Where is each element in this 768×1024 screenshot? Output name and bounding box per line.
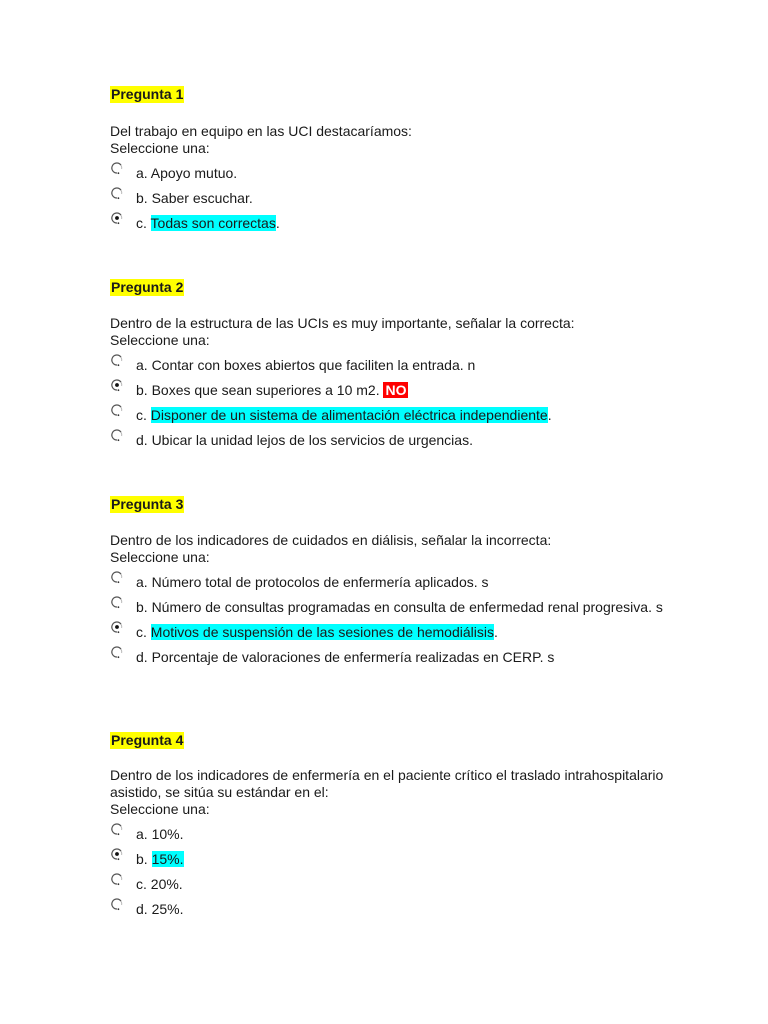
question-stem: Dentro de los indicadores de cuidados en diálisis, señalar la incorrecta: Seleccione una: — [110, 532, 670, 566]
radio-icon[interactable] — [110, 872, 124, 886]
question-title: Pregunta 1 — [111, 86, 184, 102]
radio-icon[interactable] — [110, 847, 124, 861]
answer-highlight: Todas son correctas — [150, 215, 276, 231]
option-b[interactable]: b. Boxes que sean superiores a 10 m2. NO — [110, 382, 670, 399]
question-1 — [110, 86, 670, 232]
radio-icon[interactable] — [110, 428, 124, 442]
no-mark: NO — [385, 382, 407, 398]
option-c[interactable]: c. Todas son correctas. — [110, 215, 670, 232]
radio-icon[interactable] — [110, 211, 124, 225]
option-b[interactable]: b. 15%. — [110, 851, 670, 868]
option-c[interactable]: c. Disponer de un sistema de alimentación eléctrica independiente. — [110, 407, 670, 424]
question-2 — [110, 279, 670, 449]
option-d[interactable]: d. Ubicar la unidad lejos de los servicios de urgencias. — [110, 432, 670, 449]
option-b[interactable]: b. Saber escuchar. — [110, 190, 670, 207]
radio-icon[interactable] — [110, 403, 124, 417]
answer-highlight: Motivos de suspensión de las sesiones de hemodiálisis — [150, 624, 494, 640]
question-title: Pregunta 2 — [111, 279, 184, 295]
question-4 — [110, 732, 670, 918]
question-title: Pregunta 3 — [111, 496, 184, 512]
radio-icon[interactable] — [110, 570, 124, 584]
question-stem: Dentro de los indicadores de enfermería en el paciente crítico el traslado intrahospitalario asistido, se sitúa su estándar en el: Seleccione una: — [110, 767, 670, 818]
radio-icon[interactable] — [110, 161, 124, 175]
radio-icon[interactable] — [110, 378, 124, 392]
answer-highlight: 15%. — [151, 851, 184, 867]
option-b[interactable]: b. Número de consultas programadas en consulta de enfermedad renal progresiva. s — [110, 599, 670, 616]
question-3 — [110, 496, 670, 666]
option-a[interactable]: a. 10%. — [110, 826, 670, 843]
radio-icon[interactable] — [110, 595, 124, 609]
option-c[interactable]: c. 20%. — [110, 876, 670, 893]
option-d[interactable]: d. Porcentaje de valoraciones de enfermería realizadas en CERP. s — [110, 649, 670, 666]
radio-icon[interactable] — [110, 620, 124, 634]
option-a[interactable]: a. Apoyo mutuo. — [110, 165, 670, 182]
instruction: Seleccione una: — [110, 332, 210, 348]
option-a[interactable]: a. Contar con boxes abiertos que faciliten la entrada. n — [110, 357, 670, 374]
question-title: Pregunta 4 — [111, 732, 184, 748]
radio-icon[interactable] — [110, 897, 124, 911]
radio-icon[interactable] — [110, 645, 124, 659]
instruction: Seleccione una: — [110, 549, 210, 565]
option-d[interactable]: d. 25%. — [110, 901, 670, 918]
option-a[interactable]: a. Número total de protocolos de enfermería aplicados. s — [110, 574, 670, 591]
instruction: Seleccione una: — [110, 140, 210, 156]
answer-highlight: Disponer de un sistema de alimentación eléctrica independiente — [150, 407, 548, 423]
radio-icon[interactable] — [110, 822, 124, 836]
question-stem: Del trabajo en equipo en las UCI destacaríamos: Seleccione una: — [110, 123, 670, 157]
question-stem: Dentro de la estructura de las UCIs es muy importante, señalar la correcta: Seleccione una: — [110, 315, 670, 349]
option-c[interactable]: c. Motivos de suspensión de las sesiones de hemodiálisis. — [110, 624, 670, 641]
radio-icon[interactable] — [110, 353, 124, 367]
instruction: Seleccione una: — [110, 801, 210, 817]
radio-icon[interactable] — [110, 186, 124, 200]
